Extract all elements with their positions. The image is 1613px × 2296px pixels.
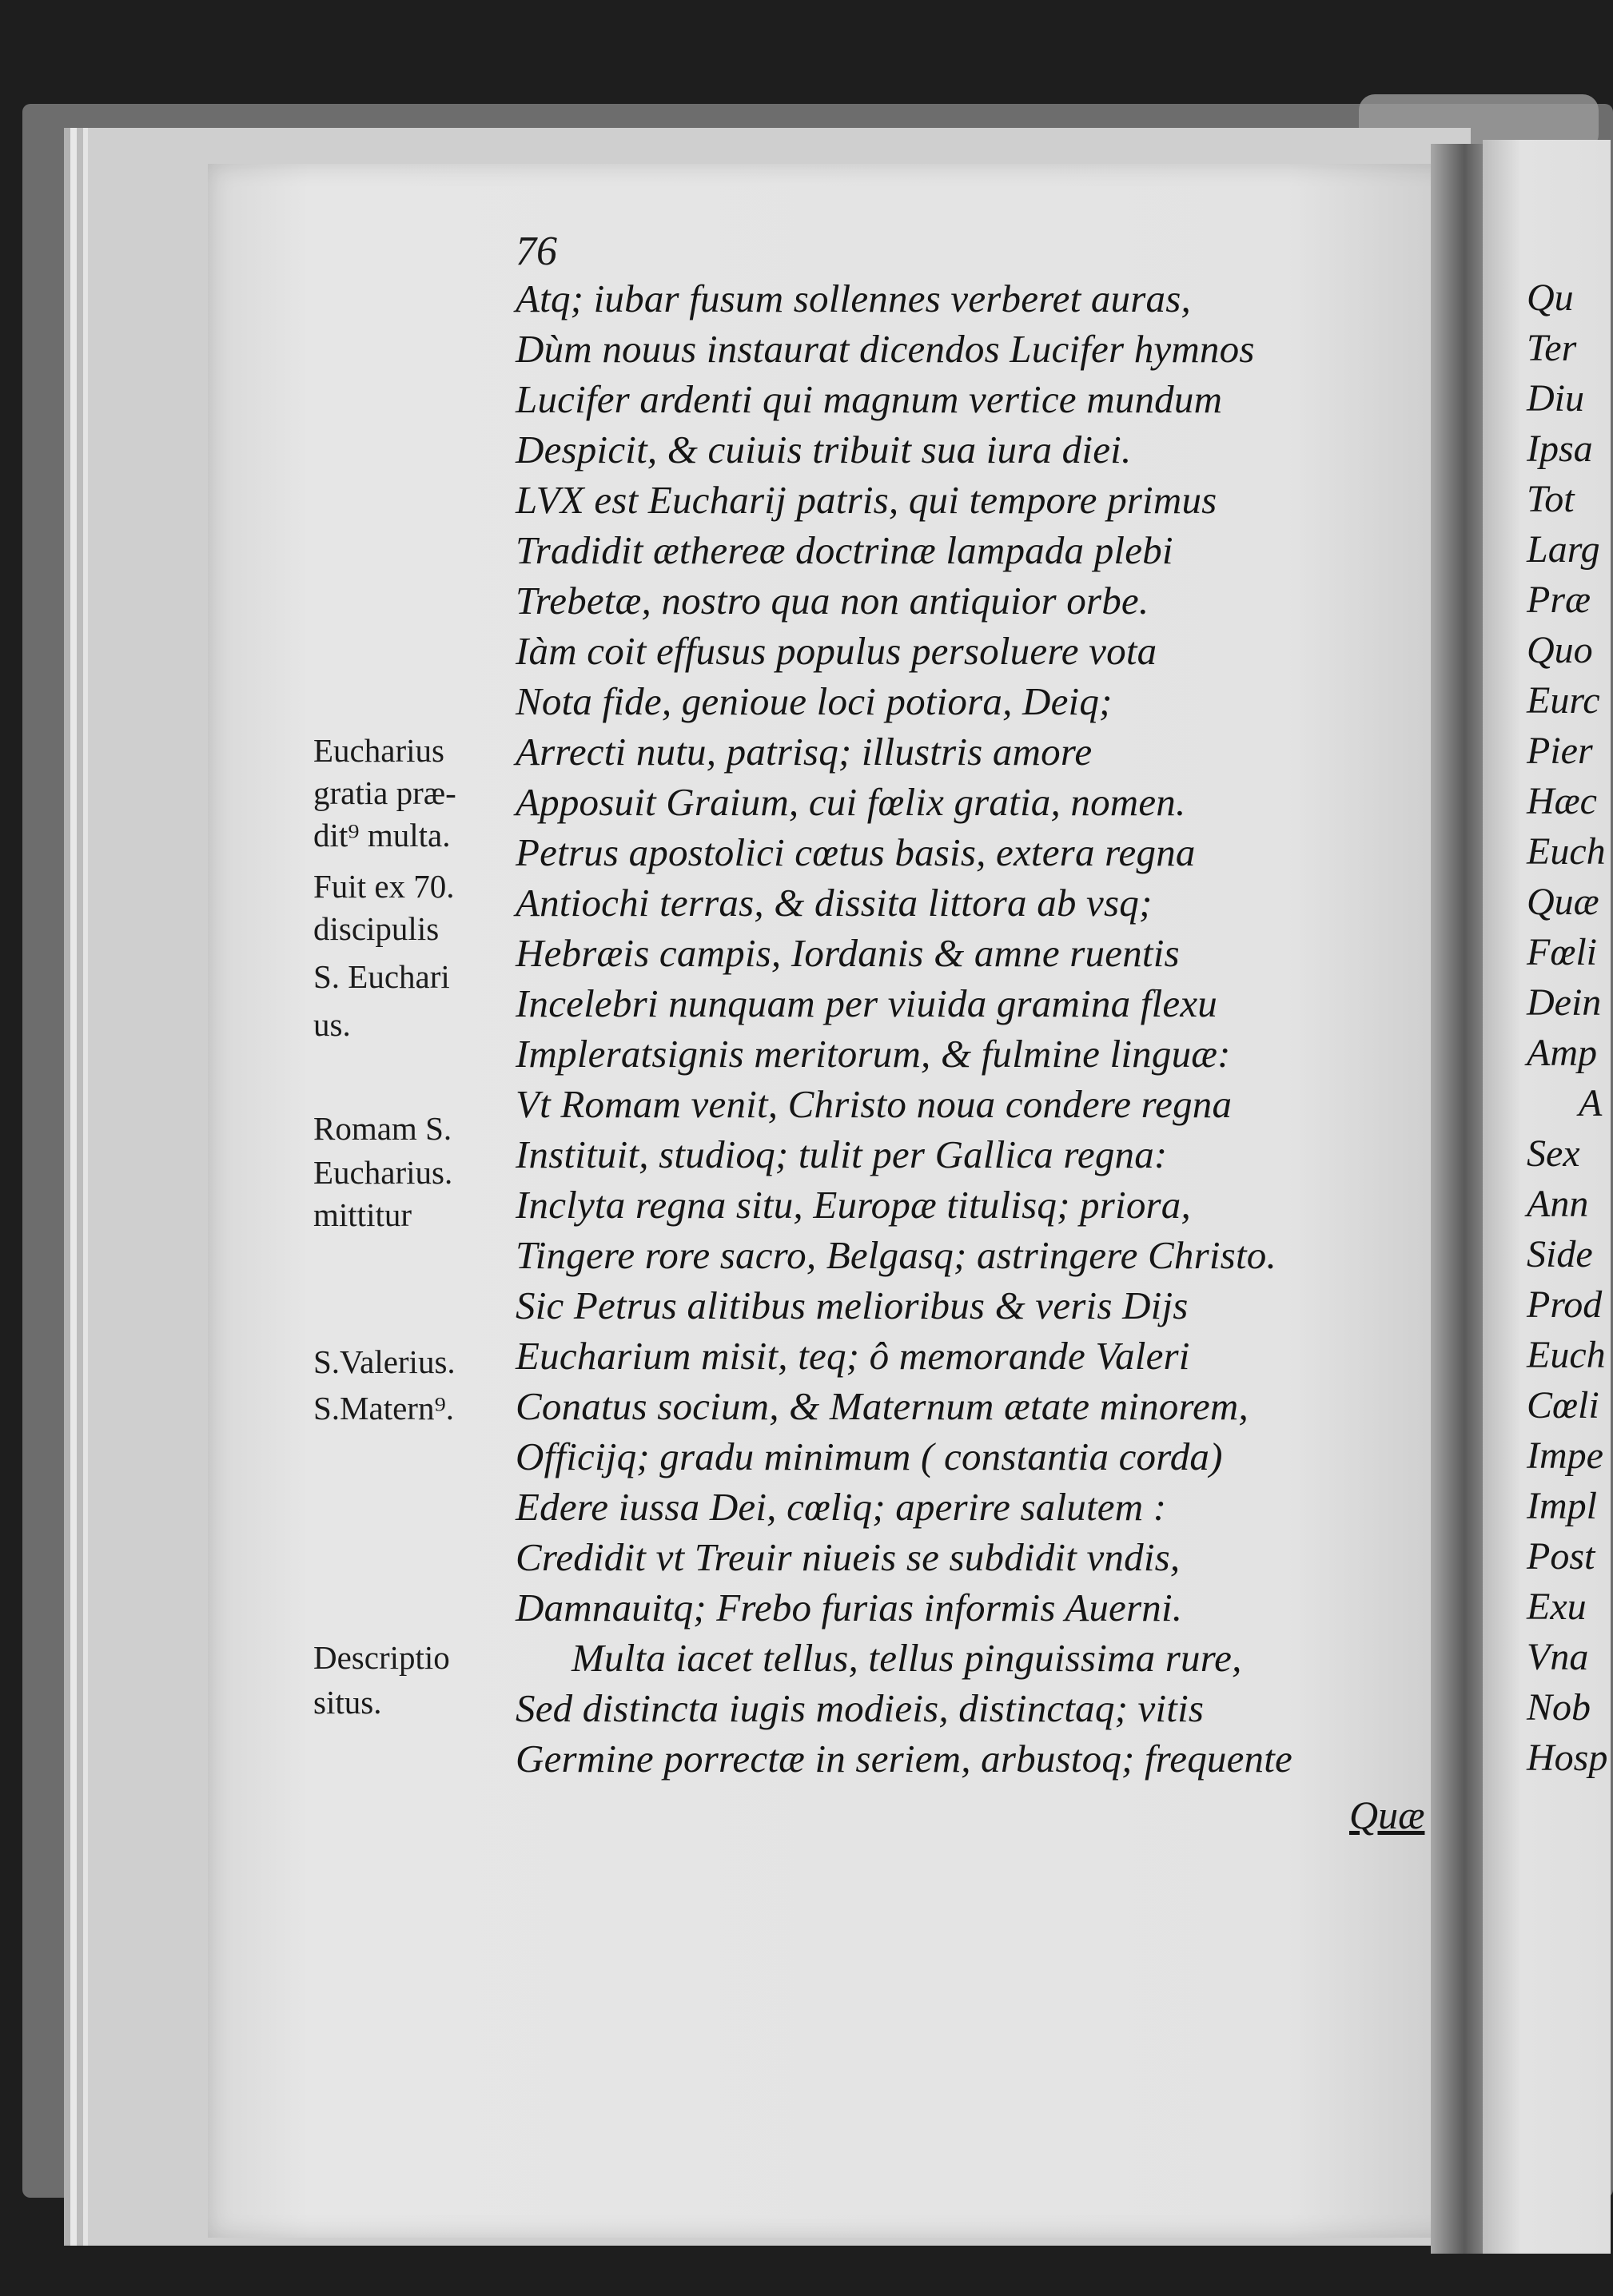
marginal-note: discipulis: [313, 910, 440, 947]
verse-line: Tradidit æthereæ doctrinæ lampada plebi: [516, 528, 1173, 572]
verse-line: Trebetæ, nostro qua non antiquior orbe.: [516, 579, 1149, 623]
marginal-note: Fuit ex 70.: [313, 868, 455, 905]
verse-line: Multa iacet tellus, tellus pinguissima rure,: [572, 1636, 1242, 1680]
marginal-note: gratia præ-: [313, 774, 456, 811]
right-line: Prod: [1527, 1283, 1603, 1326]
catchword: Quæ: [1349, 1793, 1425, 1837]
right-line: Diu: [1527, 377, 1584, 420]
verse-line: Atq; iubar fusum sollennes verberet auras,: [516, 277, 1191, 320]
verse-line: Eucharium misit, teq; ô memorande Valeri: [516, 1334, 1190, 1378]
verse-line: Incelebri nunquam per viuida gramina flexu: [516, 981, 1217, 1025]
right-line: Side: [1527, 1233, 1593, 1275]
verse-line: Iàm coit effusus populus persoluere vota: [516, 629, 1157, 673]
verse-line: Despicit, & cuiuis tribuit sua iura diei.: [516, 428, 1132, 472]
verse-line: Hebræis campis, Iordanis & amne ruentis: [516, 931, 1180, 975]
right-line: Vna: [1527, 1636, 1589, 1678]
right-line: Qu: [1527, 277, 1574, 319]
verse-line: Instituit, studioq; tulit per Gallica regna:: [516, 1132, 1168, 1176]
right-line: Exu: [1527, 1586, 1587, 1628]
marginal-note: S.Matern⁹.: [313, 1390, 454, 1427]
verse-line: Germine porrectæ in seriem, arbustoq; frequente: [516, 1737, 1293, 1781]
verse-line: Apposuit Graium, cui fœlix gratia, nomen.: [516, 780, 1186, 824]
right-line: Euch: [1527, 830, 1606, 873]
verse-line: Sic Petrus alitibus melioribus & veris Dijs: [516, 1283, 1189, 1327]
verse-line: LVX est Eucharij patris, qui tempore primus: [516, 478, 1217, 522]
right-line: Quo: [1527, 629, 1593, 671]
verse-line: Officijq; gradu minimum ( constantia corda): [516, 1435, 1223, 1478]
right-line: Fœli: [1527, 931, 1598, 973]
verse-line: Lucifer ardenti qui magnum vertice mundum: [516, 377, 1223, 421]
marginal-note: Eucharius: [313, 732, 444, 769]
right-line: Dein: [1527, 981, 1602, 1024]
right-line: Amp: [1527, 1032, 1597, 1074]
right-line: Sex: [1527, 1132, 1580, 1175]
right-line: Cœli: [1527, 1384, 1599, 1427]
right-line: Eurc: [1527, 679, 1600, 722]
right-line: Larg: [1527, 528, 1600, 571]
verse-line: Vt Romam venit, Christo noua condere regna: [516, 1082, 1233, 1126]
verse-line: Dùm nouus instaurat dicendos Lucifer hymnos: [516, 327, 1255, 371]
right-line: Præ: [1527, 579, 1591, 621]
verse-line: Petrus apostolici cœtus basis, extera regna: [516, 830, 1196, 874]
right-line: Post: [1527, 1535, 1595, 1578]
verse-line: Inclyta regna situ, Europæ titulisq; priora,: [516, 1183, 1191, 1227]
verse-line: Conatus socium, & Maternum ætate minorem,: [516, 1384, 1249, 1428]
verse-line: Credidit vt Treuir niueis se subdidit vndis,: [516, 1535, 1181, 1579]
right-line: Tot: [1527, 478, 1575, 520]
marginal-note: situs.: [313, 1684, 382, 1721]
marginal-note: Eucharius.: [313, 1154, 453, 1191]
right-line: Ipsa: [1527, 428, 1593, 470]
right-line: Nob: [1527, 1686, 1591, 1729]
verse-line: Impleratsignis meritorum, & fulmine linguæ:: [516, 1032, 1231, 1076]
right-line: A: [1579, 1082, 1603, 1124]
right-line: Impe: [1527, 1435, 1603, 1477]
marginal-note: Descriptio: [313, 1639, 450, 1676]
verse-line: Tingere rore sacro, Belgasq; astringere Christo.: [516, 1233, 1276, 1277]
verse-line: Arrecti nutu, patrisq; illustris amore: [516, 730, 1093, 774]
marginal-note: S.Valerius.: [313, 1343, 456, 1380]
right-line: Euch: [1527, 1334, 1606, 1376]
right-line: Quæ: [1527, 881, 1599, 923]
verse-line: Antiochi terras, & dissita littora ab vsq;: [516, 881, 1153, 925]
verse-line: Damnauitq; Frebo furias informis Auerni.: [516, 1586, 1183, 1629]
right-line: Hæc: [1527, 780, 1597, 822]
verse-line: Sed distincta iugis modieis, distinctaq; vitis: [516, 1686, 1205, 1730]
marginal-note: us.: [313, 1006, 351, 1043]
verse-line: Nota fide, genioue loci potiora, Deiq;: [516, 679, 1113, 723]
marginal-note: dit⁹ multa.: [313, 817, 451, 854]
verse-line: Edere iussa Dei, cœliq; aperire salutem :: [516, 1485, 1167, 1529]
marginal-note: S. Euchari: [313, 958, 450, 995]
right-line: Ann: [1527, 1183, 1589, 1225]
right-line: Impl: [1527, 1485, 1597, 1527]
right-line: Pier: [1527, 730, 1593, 772]
page-number: 76: [516, 229, 557, 274]
right-line: Hosp: [1527, 1737, 1608, 1779]
marginal-note: Romam S.: [313, 1110, 452, 1147]
right-line: Ter: [1527, 327, 1577, 369]
marginal-note: mittitur: [313, 1196, 412, 1233]
